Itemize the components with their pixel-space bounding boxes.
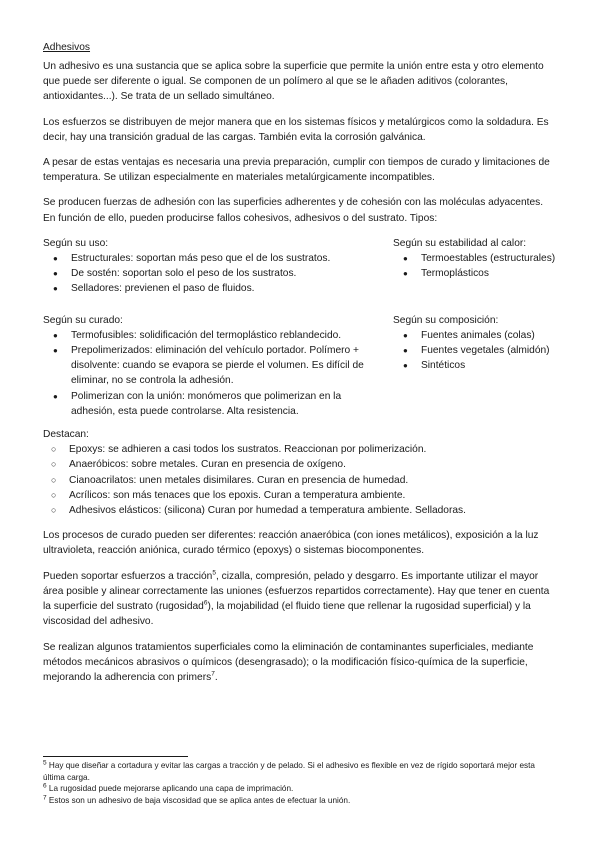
list-item: ● Polimerizan con la unión: monómeros que polimerizan en la adhesión, esta puede controlarse. Alta resistencia. — [43, 389, 383, 419]
list-item: ○ Epoxys: se adhieren a casi todos los sustratos. Reaccionan por polimerización. — [43, 442, 558, 457]
section-title: Adhesivos — [43, 42, 91, 53]
estabilidad-section — [393, 236, 558, 297]
uso-list — [43, 251, 383, 297]
footnote-5 — [43, 760, 558, 783]
estabilidad-list — [393, 251, 558, 281]
footnote-ref-7: 7 — [211, 670, 215, 678]
footnote-7 — [43, 795, 558, 807]
footnote-ref-5: 5 — [212, 569, 216, 577]
list-item: ● Sintéticos — [393, 358, 558, 373]
footnote-text: La rugosidad puede mejorarse aplicando una capa de imprimación. — [46, 784, 294, 794]
forces-paragraph: Se producen fuerzas de adhesión con las superficies adherentes y de cohesión con las moléculas adyacentes. En función de ello, pueden producirse fallos cohesivos, adhesivos o del sustrato. Tipos: — [43, 197, 544, 224]
destacan-heading: Destacan: — [43, 429, 89, 441]
footnote-number: 7 — [43, 794, 47, 802]
list-item: ○ Anaeróbicos: sobre metales. Curan en presencia de oxígeno. — [43, 457, 558, 472]
footnote-number: 5 — [43, 759, 47, 767]
list-item: ● Selladores: previenen el paso de fluidos. — [43, 281, 383, 296]
list-item: ● Estructurales: soportan más peso que el de los sustratos. — [43, 251, 383, 266]
footnote-number: 6 — [43, 782, 47, 790]
footnote-ref-6: 6 — [203, 599, 208, 607]
footnote-divider — [43, 756, 188, 757]
estabilidad-heading: Según su estabilidad al calor: — [393, 237, 527, 249]
preparation-paragraph: A pesar de estas ventajas es necesaria una previa preparación, cumplir con tiempos de curado y limitaciones de temperatura. Se utilizan especialmente en materiales metalúrgicamente incompatibles. — [43, 157, 550, 184]
footnote-text: Hay que diseñar a cortadura y evitar las cargas a tracción y de pelado. Si el adhesivo es flexible en vez de rígido soportará mejor esta última carga. — [43, 761, 535, 782]
list-item: ● Fuentes animales (colas) — [393, 328, 558, 343]
types-row-1 — [43, 236, 558, 297]
footnote-text: Estos son un adhesivo de baja viscosidad que se aplica antes de efectuar la unión. — [46, 795, 351, 805]
curado-list — [43, 328, 383, 419]
uso-section — [43, 236, 383, 297]
composicion-section — [393, 313, 558, 419]
stresses-text-c: ), la mojabilidad (el fluido tiene que rellenar la rugosidad superficial) y la viscosidad del adhesivo. — [43, 601, 531, 628]
stresses-text-b: , cizalla, compresión, pelado y desgarro. Es importante utilizar el mayor área posible y alinear correctamente las uniones (esfuerzos repartidos correctamente). Hay que tener en cuenta la superficie del sustrato (rugosidad — [43, 570, 550, 613]
footnote-6 — [43, 783, 558, 795]
distribution-paragraph: Los esfuerzos se distribuyen de mejor manera que en los sistemas físicos y metalúrgicos como la soldadura. Es decir, hay una transición gradual de las cargas. También evita la corrosión galvánica. — [43, 116, 549, 143]
types-row-2 — [43, 313, 558, 419]
intro-paragraph: Un adhesivo es una sustancia que se aplica sobre la superficie que permite la unión entre esta y otro elemento que puede ser diferente o igual. Se componen de un polímero al que se le añaden aditivos (colorantes, antioxidantes...). Se trata de un sellado simultáneo. — [43, 61, 544, 103]
curing-processes-paragraph: Los procesos de curado pueden ser diferentes: reacción anaeróbica (con iones metálicos), exposición a la luz ultravioleta, reacción aniónica, curado térmico (epoxys) o sistemas biocomponentes. — [43, 530, 539, 557]
list-item: ● Prepolimerizados: eliminación del vehículo portador. Polímero + disolvente: cuando se evapora se pierde el volumen. Es difícil de eliminar, no se controla la adhesión. — [43, 343, 383, 389]
composicion-list — [393, 328, 558, 374]
treatments-text-b: . — [214, 671, 218, 683]
treatments-text-a: Se realizan algunos tratamientos superficiales como la eliminación de contaminantes superficiales, mediante métodos mecánicos abrasivos o químicos (desengrasado); o la modificación físico-química de la superficie, mejorando la adherencia con primers — [43, 641, 534, 683]
list-item: ● De sostén: soportan solo el peso de los sustratos. — [43, 266, 383, 281]
list-item: ● Termoplásticos — [393, 266, 558, 281]
list-item: ○ Cianoacrilatos: unen metales disimilares. Curan en presencia de humedad. — [43, 473, 558, 488]
footnotes — [43, 760, 558, 806]
stresses-text-a: Pueden soportar esfuerzos a tracción — [43, 570, 213, 582]
list-item: ● Termoestables (estructurales) — [393, 251, 558, 266]
list-item: ○ Adhesivos elásticos: (silicona) Curan por humedad a temperatura ambiente. Selladoras. — [43, 503, 558, 518]
list-item: ● Fuentes vegetales (almidón) — [393, 343, 558, 358]
destacan-list — [43, 442, 558, 518]
list-item: ● Termofusibles: solidificación del termoplástico reblandecido. — [43, 328, 383, 343]
curado-section — [43, 313, 383, 419]
curado-heading: Según su curado: — [43, 314, 123, 326]
document-page — [43, 40, 558, 685]
list-item: ○ Acrílicos: son más tenaces que los epoxis. Curan a temperatura ambiente. — [43, 488, 558, 503]
stresses-paragraph — [43, 569, 558, 630]
composicion-heading: Según su composición: — [393, 314, 499, 326]
uso-heading: Según su uso: — [43, 237, 109, 249]
treatments-paragraph — [43, 640, 558, 686]
